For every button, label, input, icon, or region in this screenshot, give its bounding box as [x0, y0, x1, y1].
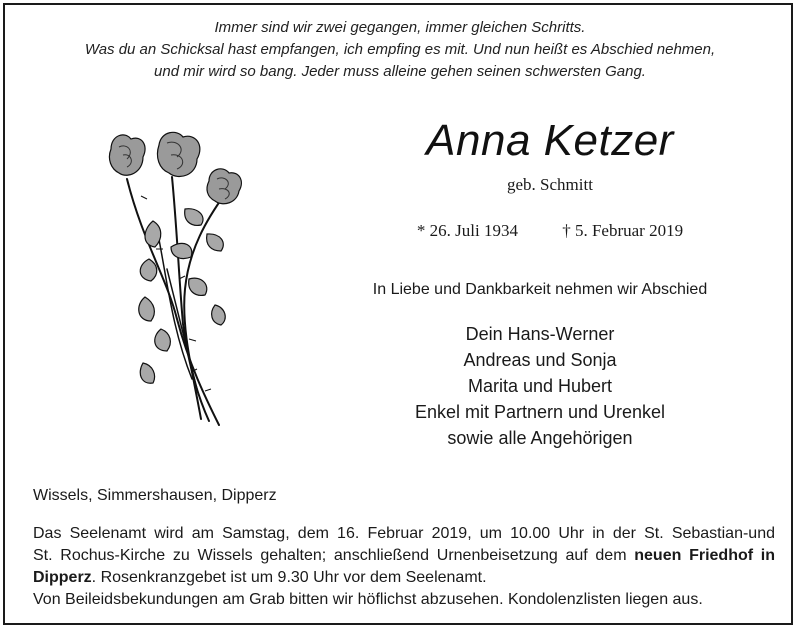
places: Wissels, Simmershausen, Dipperz [33, 487, 277, 504]
notice-line: Das Seelenamt wird am Samstag, dem 16. Februar 2019, um 10.00 Uhr in der St. Sebastian-und [33, 525, 775, 542]
poem-line: und mir wird so bang. Jeder muss alleine gehen seinen schwersten Gang. [154, 63, 646, 80]
maiden-name: geb. Schmitt [507, 175, 593, 194]
obituary-card [3, 3, 793, 625]
birth-date: * 26. Juli 1934 [416, 221, 518, 240]
service-notice [33, 523, 775, 611]
notice-emphasis: Dipperz [33, 569, 92, 586]
life-dates [335, 221, 765, 241]
poem-line: Immer sind wir zwei gegangen, immer gleichen Schritts. [214, 19, 586, 36]
notice-line [33, 545, 775, 567]
notice-line: Von Beileidsbekundungen am Grab bitten wir höflichst abzusehen. Kondolenzlisten liegen aus. [33, 591, 703, 608]
family-member: Marita und Hubert [467, 376, 613, 396]
notice-text: St. Rochus-Kirche zu Wissels gehalten; anschließend Urnenbeisetzung auf dem [33, 547, 635, 564]
death-date: † 5. Februar 2019 [562, 221, 684, 240]
roses-bouquet-icon [97, 129, 247, 429]
family-member: Dein Hans-Werner [465, 324, 615, 344]
farewell-text: In Liebe und Dankbarkeit nehmen wir Abschied [372, 281, 708, 298]
poem [5, 17, 795, 83]
poem-line: Was du an Schicksal hast empfangen, ich empfing es mit. Und nun heißt es Abschied nehmen, [84, 41, 716, 58]
family-list [320, 321, 760, 451]
notice-text: . Rosenkranzgebet ist um 9.30 Uhr vor dem Seelenamt. [91, 569, 487, 586]
family-member: sowie alle Angehörigen [447, 428, 633, 448]
family-member: Enkel mit Partnern und Urenkel [414, 402, 666, 422]
notice-emphasis: neuen Friedhof in [634, 547, 775, 564]
family-member: Andreas und Sonja [463, 350, 617, 370]
deceased-name: Anna Ketzer [426, 116, 674, 165]
notice-line [33, 567, 775, 589]
